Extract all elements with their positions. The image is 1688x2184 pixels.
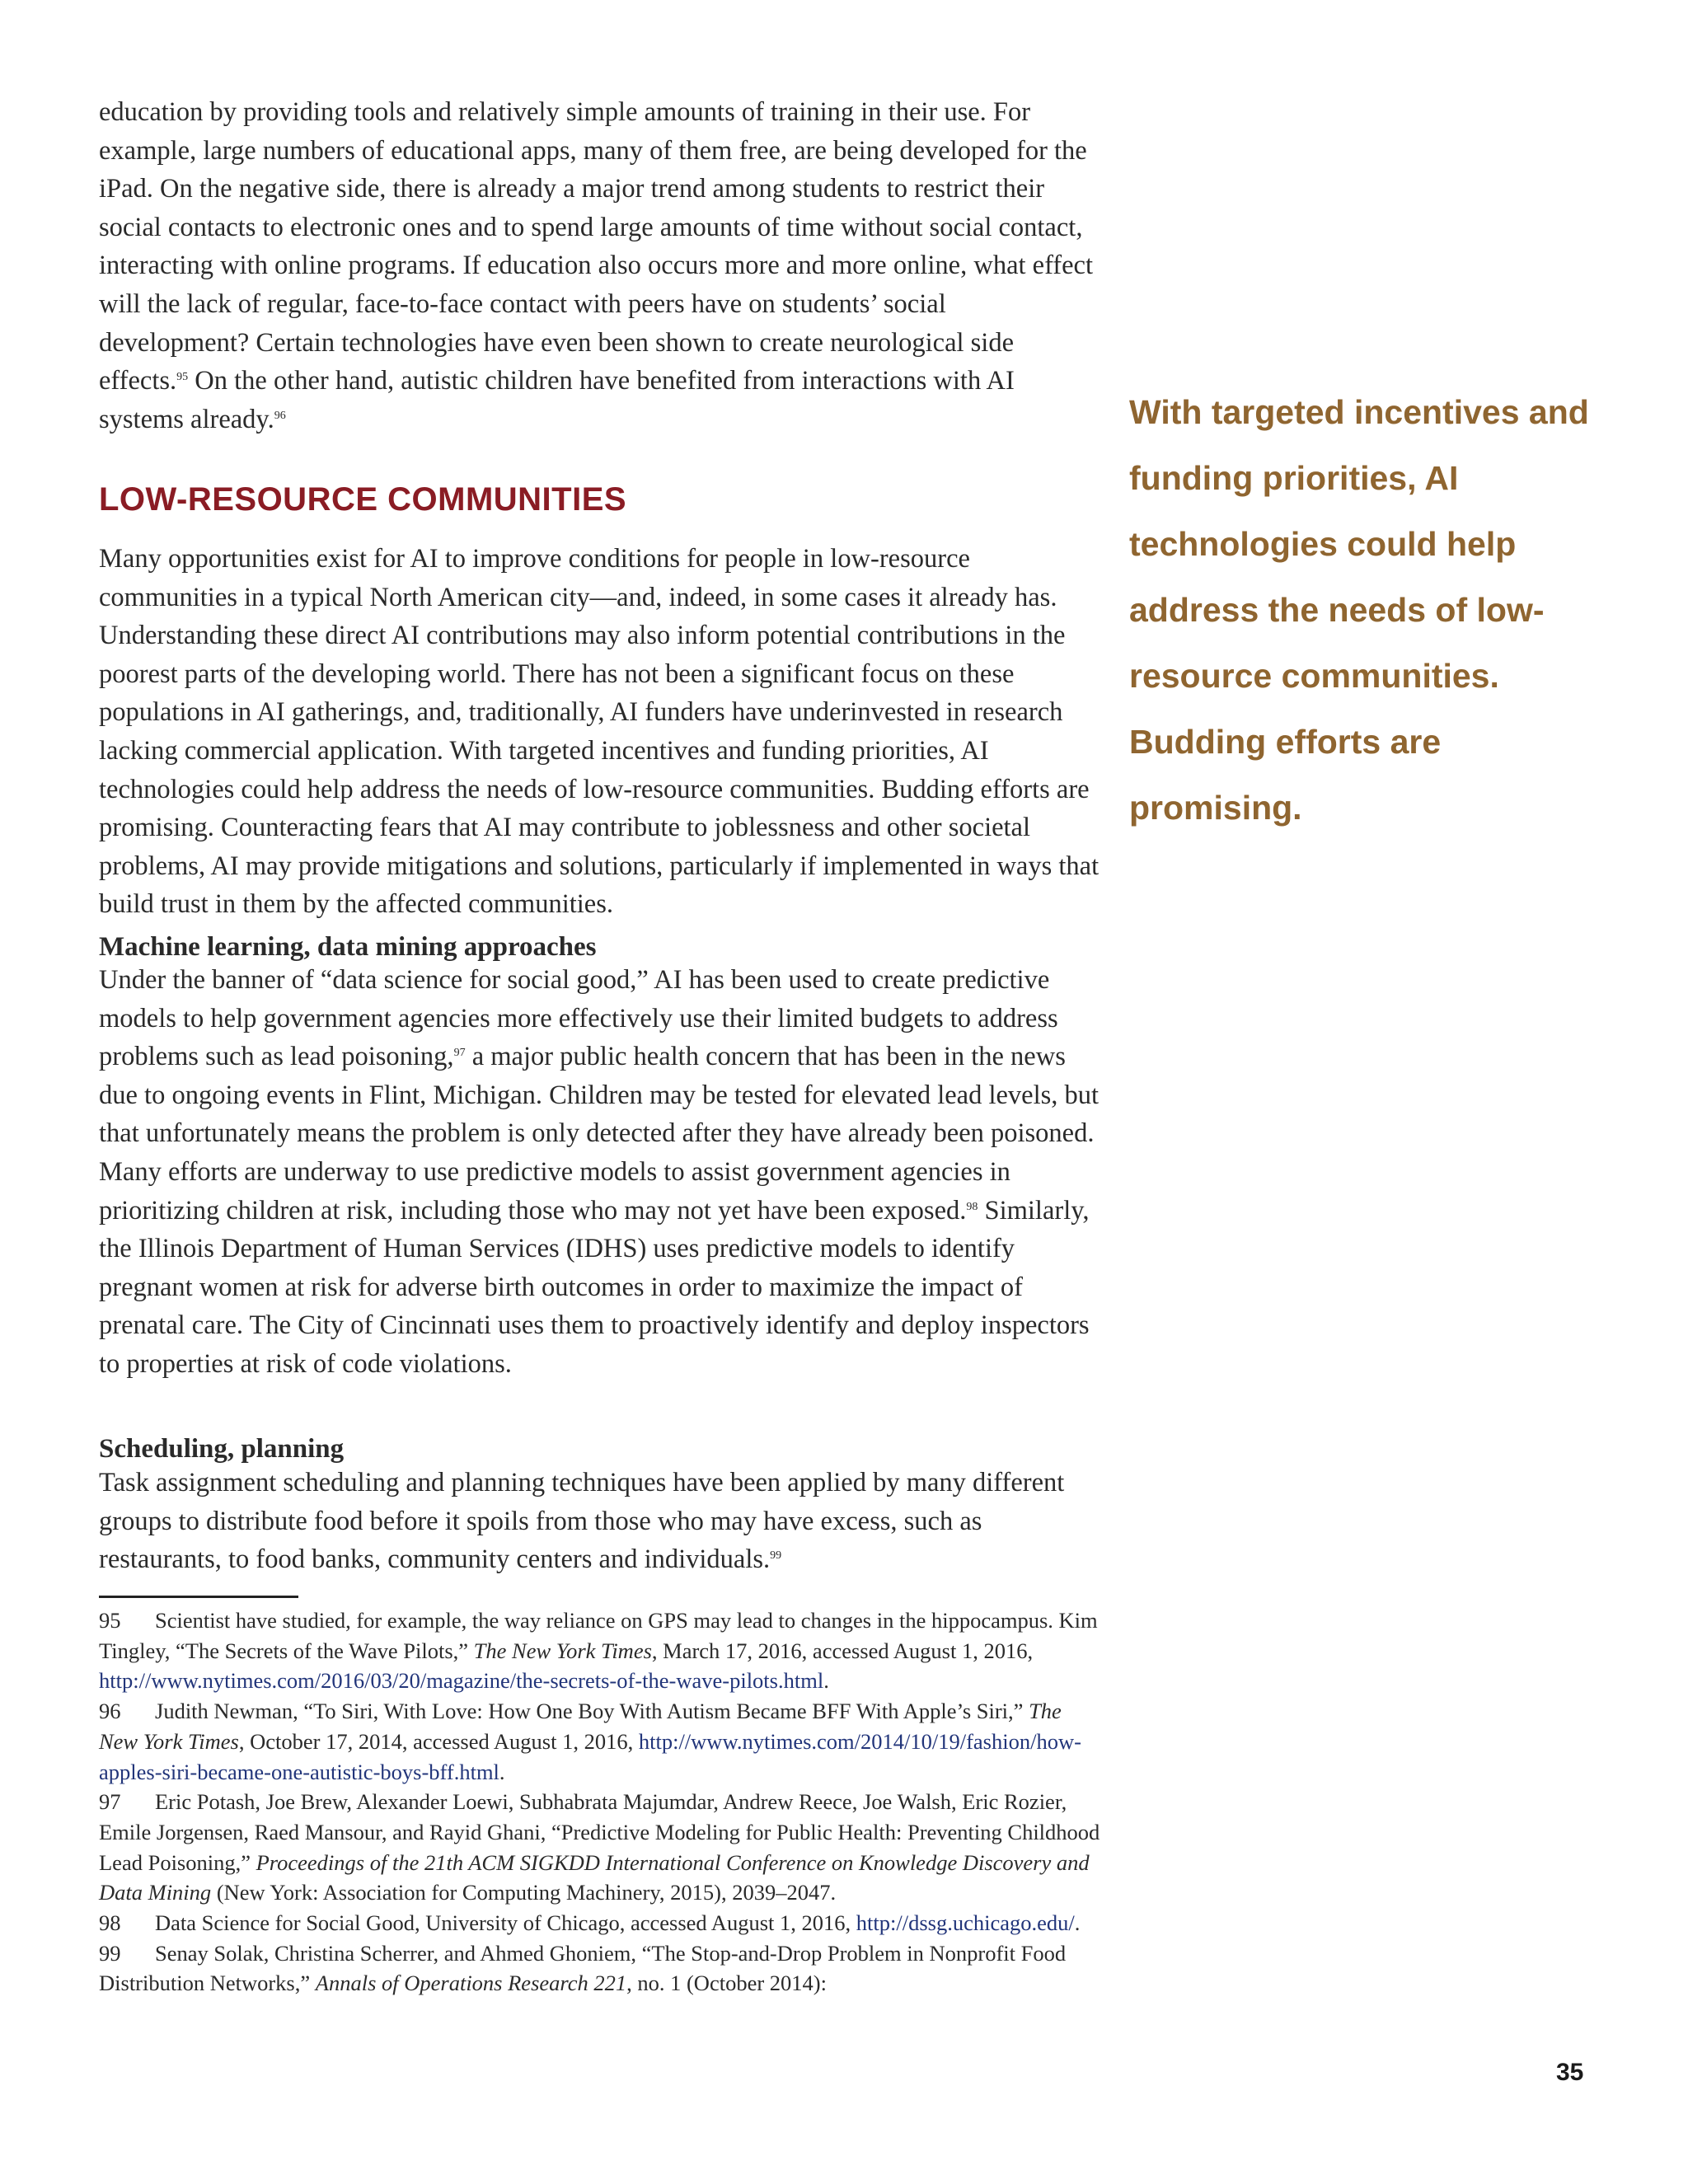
footnote-ref-98[interactable]: 98 <box>966 1200 978 1213</box>
footnote-text: Data Science for Social Good, University of Chicago, accessed August 1, 2016, <box>155 1910 856 1936</box>
footnote-text: . <box>823 1668 829 1694</box>
footnote-text: . <box>499 1759 505 1784</box>
footnotes <box>99 1605 1100 1999</box>
footnote-title: The New York Times <box>99 1699 1062 1754</box>
footnote-link[interactable]: http://dssg.uchicago.edu/ <box>856 1910 1075 1936</box>
footnote-96 <box>99 1696 1100 1787</box>
pull-quote: With targeted incentives and funding priorities, AI technologies could help address the needs of low-resource communities. Budding efforts are promising. <box>1129 393 1589 827</box>
footnote-text: . <box>1074 1910 1081 1936</box>
ml-paragraph <box>99 961 1100 1384</box>
footnote-title: Proceedings of the 21th ACM SIGKDD International Conference on Knowledge Discovery and Data Mining <box>99 1849 1090 1905</box>
ml-text-3: Similarly, the Illinois Department of Human Services (IDHS) uses predictive models to identify pregnant women at risk for adverse birth outcomes in order to maximize the impact of prenatal care. The City of Cincinnati uses them to proactively identify and deploy inspectors to properties at risk of code violations. <box>99 1195 1090 1379</box>
section-heading: LOW-RESOURCE COMMUNITIES <box>99 481 627 518</box>
footnote-ref-95[interactable]: 95 <box>176 371 189 384</box>
ml-text-1: Under the banner of “data science for social good,” AI has been used to create predictive models to help government agencies more effectively use their limited budgets to address problems such as lead poisoning, <box>99 965 1058 1072</box>
subheading-scheduling: Scheduling, planning <box>99 1434 345 1464</box>
footnote-text: Senay Solak, Christina Scherrer, and Ahmed Ghoniem, “The Stop-and-Drop Problem in Nonprofit Food Distribution Networks,” <box>99 1940 1067 1996</box>
footnote-number: 95 <box>99 1608 121 1633</box>
footnote-ref-97[interactable]: 97 <box>453 1047 466 1060</box>
footnote-95 <box>99 1605 1100 1696</box>
footnote-text: , March 17, 2016, accessed August 1, 2016, <box>651 1638 1034 1663</box>
scheduling-paragraph <box>99 1464 1100 1579</box>
footnote-link[interactable]: http://www.nytimes.com/2016/03/20/magazine/the-secrets-of-the-wave-pilots.html <box>99 1668 824 1694</box>
footnote-title: The New York Times <box>473 1638 652 1663</box>
footnote-ref-99[interactable]: 99 <box>770 1549 782 1563</box>
footnote-98 <box>99 1908 1100 1938</box>
footnote-title: Annals of Operations Research 221 <box>315 1971 627 1996</box>
footnote-text: , no. 1 (October 2014): <box>626 1971 827 1996</box>
footnote-text: Scientist have studied, for example, the way reliance on GPS may lead to changes in the hippocampus. Kim Tingley, “The Secrets of the Wave Pilots,” <box>99 1608 1098 1663</box>
scheduling-text: Task assignment scheduling and planning techniques have been applied by many different groups to distribute food before it spoils from those who may have excess, such as restaurants, to food banks, community centers and individuals. <box>99 1468 1065 1575</box>
footnote-number: 97 <box>99 1789 121 1815</box>
footnote-99 <box>99 1938 1100 1999</box>
intro-text-1: education by providing tools and relatively simple amounts of training in their use. For example, large numbers of educational apps, many of them free, are being developed for the iPad. On the negative side, there is already a major trend among students to restrict their social contacts to electronic ones and to spend large amounts of time without social contact, interacting with online programs. If education also occurs more and more online, what effect will the lack of regular, face-to-face contact with peers have on students’ social development? Certain technologies have even been shown to create neurological side effects. <box>99 97 1094 396</box>
subheading-machine-learning: Machine learning, data mining approaches <box>99 932 597 962</box>
footnote-text: Judith Newman, “To Siri, With Love: How One Boy With Autism Became BFF With Apple’s Siri,” <box>155 1699 1029 1724</box>
footnote-number: 96 <box>99 1699 121 1724</box>
footnote-text: Eric Potash, Joe Brew, Alexander Loewi, Subhabrata Majumdar, Andrew Reece, Joe Walsh, Eric Rozier, Emile Jorgensen, Raed Mansour, and Rayid Ghani, “Predictive Modeling for Public Health: Preventing Childhood Lead Poisoning,” <box>99 1789 1100 1875</box>
footnote-ref-96[interactable]: 96 <box>274 409 286 422</box>
footnote-number: 98 <box>99 1910 121 1936</box>
footnote-number: 99 <box>99 1940 121 1966</box>
page-number: 35 <box>1556 2059 1584 2086</box>
ml-text-2: a major public health concern that has been in the news due to ongoing events in Flint, Michigan. Children may be tested for elevated lead levels, but that unfortunately means the problem is only detected after they have already been poisoned. Many efforts are underway to use predictive models to assist government agencies in prioritizing children at risk, including those who may not yet have been exposed. <box>99 1042 1100 1226</box>
footnote-link[interactable]: http://www.nytimes.com/2014/10/19/fashion/how-apples-siri-became-one-autistic-boys-bff.html <box>99 1728 1081 1784</box>
intro-paragraph <box>99 93 1100 438</box>
section-paragraph: Many opportunities exist for AI to improve conditions for people in low-resource communities in a typical North American city—and, indeed, in some cases it already has. Understanding these direct AI contributions may also inform potential contributions in the poorest parts of the developing world. There has not been a significant focus on these populations in AI gatherings, and, traditionally, AI funders have underinvested in research lacking commercial application. With targeted incentives and funding priorities, AI technologies could help address the needs of low-resource communities. Budding efforts are promising. Counteracting fears that AI may contribute to joblessness and other societal problems, AI may provide mitigations and solutions, particularly if implemented in ways that build trust in them by the affected communities. <box>99 544 1100 920</box>
footnote-text: (New York: Association for Computing Machinery, 2015), 2039–2047. <box>211 1880 837 1905</box>
footnote-divider <box>99 1596 298 1598</box>
footnote-text: , October 17, 2014, accessed August 1, 2016, <box>238 1728 639 1754</box>
intro-text-2: On the other hand, autistic children have benefited from interactions with AI systems already. <box>99 366 1015 434</box>
footnote-97 <box>99 1787 1100 1908</box>
